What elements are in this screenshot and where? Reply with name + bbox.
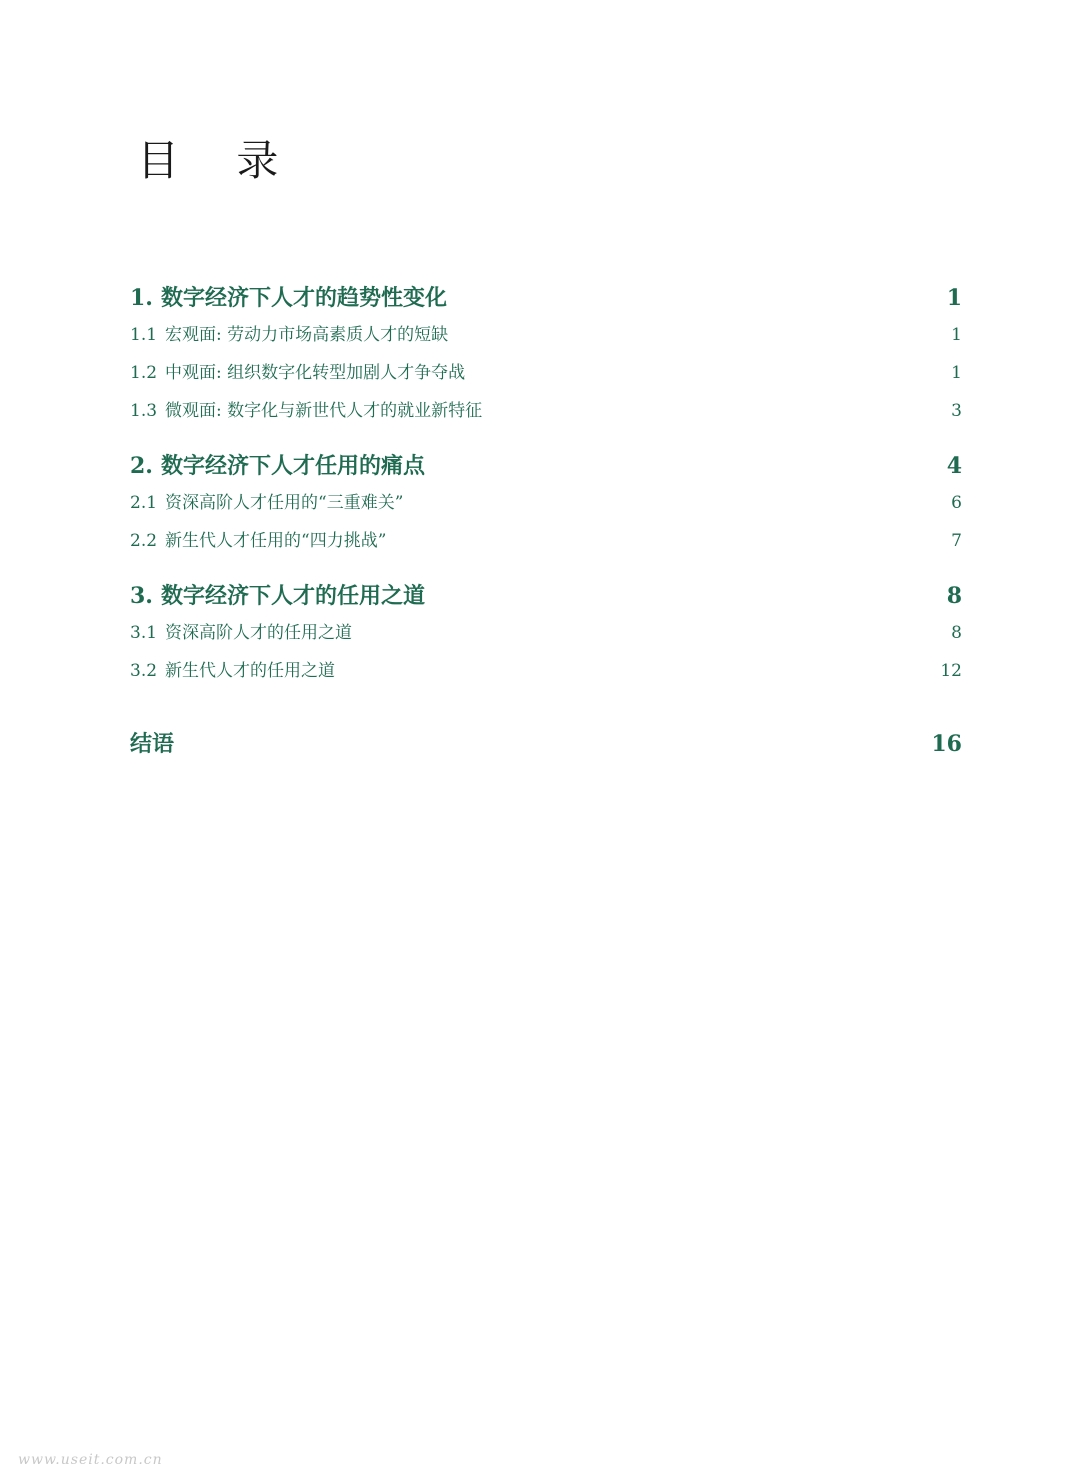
toc-entry-section-1-2[interactable] — [130, 354, 962, 392]
toc-entry-label: 新生代人才任用的“四力挑战” — [165, 531, 387, 551]
toc-entry-chapter-2[interactable] — [130, 448, 962, 484]
toc-entry-page: 1 — [951, 363, 962, 383]
toc-entry-number: 3.1 — [130, 623, 158, 643]
toc-entry-page: 3 — [951, 401, 962, 421]
toc-entry-number: 1.2 — [130, 363, 158, 383]
toc-entry-title — [130, 652, 335, 690]
page-title: 目 录 — [137, 136, 301, 185]
toc-entry-section-1-3[interactable] — [130, 392, 962, 430]
toc-entry-page: 1 — [951, 325, 962, 345]
toc-entry-section-3-1[interactable] — [130, 614, 962, 652]
toc-entry-page: 6 — [951, 493, 962, 513]
toc-entry-label: 新生代人才的任用之道 — [165, 661, 336, 681]
toc-entry-conclusion[interactable] — [130, 726, 962, 762]
toc-entry-number: 2.1 — [130, 493, 158, 513]
toc-entry-section-2-2[interactable] — [130, 522, 962, 560]
toc-entry-page: 4 — [946, 453, 962, 479]
toc-entry-page: 16 — [931, 731, 962, 757]
toc-entry-label: 数字经济下人才任用的痛点 — [160, 453, 425, 479]
toc-entry-chapter-3[interactable] — [130, 578, 962, 614]
toc-entry-section-3-2[interactable] — [130, 652, 962, 690]
toc-entry-number: 3. — [130, 583, 153, 609]
toc-entry-section-2-1[interactable] — [130, 484, 962, 522]
toc-entry-number: 1. — [130, 285, 153, 311]
table-of-contents — [130, 280, 962, 762]
toc-entry-number: 2.2 — [130, 531, 158, 551]
toc-entry-label: 资深高阶人才任用的“三重难关” — [165, 493, 404, 513]
toc-entry-title — [130, 316, 448, 354]
toc-entry-page: 12 — [940, 661, 962, 681]
toc-entry-label: 资深高阶人才的任用之道 — [165, 623, 353, 643]
toc-entry-title — [130, 354, 465, 392]
toc-entry-title — [130, 614, 352, 652]
toc-entry-page: 8 — [946, 583, 962, 609]
toc-entry-title — [130, 484, 403, 522]
toc-entry-title — [130, 280, 447, 316]
toc-entry-title — [130, 392, 482, 430]
toc-entry-page: 8 — [951, 623, 962, 643]
toc-entry-label: 结语 — [130, 731, 175, 757]
toc-entry-title — [130, 522, 386, 560]
toc-entry-title — [130, 448, 425, 484]
toc-entry-page: 1 — [946, 285, 962, 311]
watermark: www.useit.com.cn — [18, 1452, 163, 1468]
toc-entry-label: 数字经济下人才的任用之道 — [160, 583, 425, 609]
toc-entry-number: 1.3 — [130, 401, 158, 421]
toc-entry-page: 7 — [951, 531, 962, 551]
toc-entry-label: 数字经济下人才的趋势性变化 — [160, 285, 447, 311]
toc-entry-number: 3.2 — [130, 661, 158, 681]
toc-entry-number: 2. — [130, 453, 153, 479]
toc-entry-chapter-1[interactable] — [130, 280, 962, 316]
toc-entry-label: 微观面: 数字化与新世代人才的就业新特征 — [165, 401, 483, 421]
toc-entry-label: 宏观面: 劳动力市场高素质人才的短缺 — [165, 325, 449, 345]
toc-entry-number: 1.1 — [130, 325, 158, 345]
toc-entry-title — [130, 578, 425, 614]
toc-entry-label: 中观面: 组织数字化转型加剧人才争夺战 — [165, 363, 466, 383]
toc-entry-section-1-1[interactable] — [130, 316, 962, 354]
